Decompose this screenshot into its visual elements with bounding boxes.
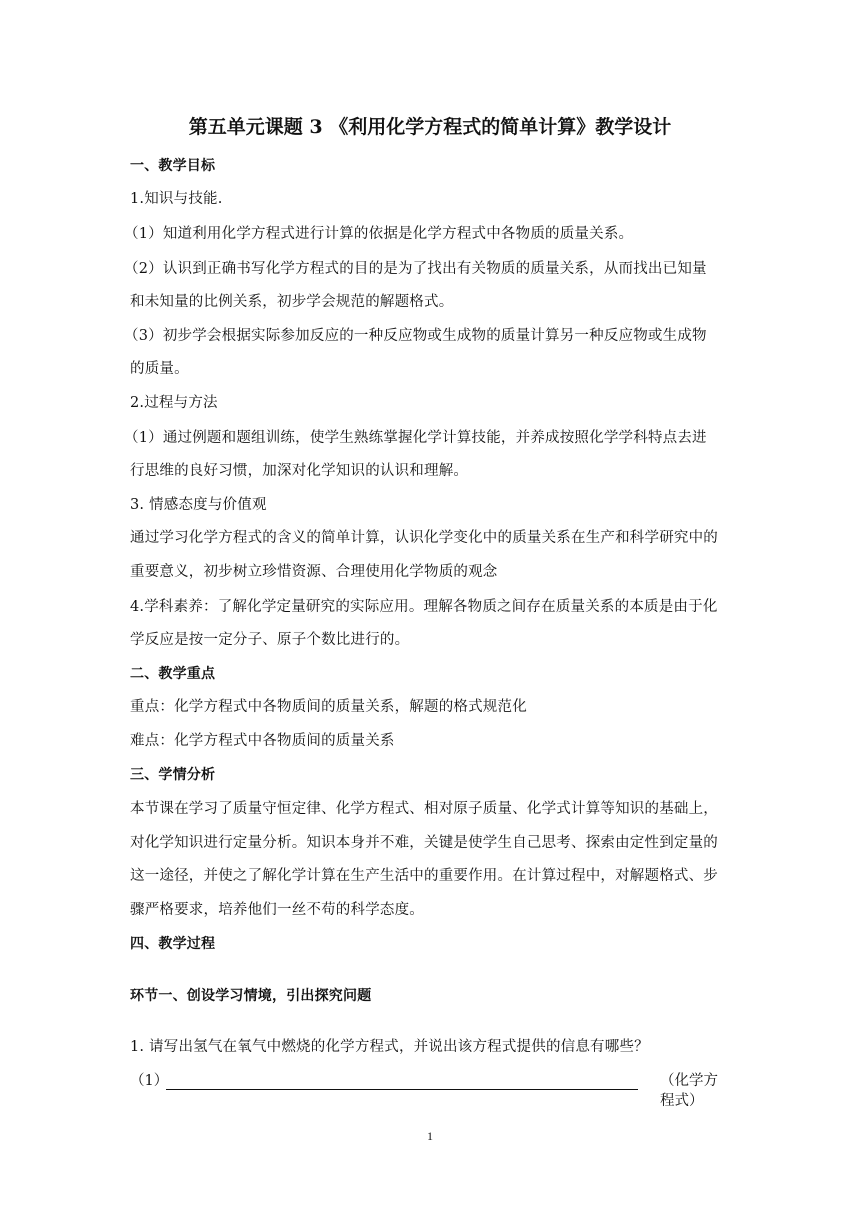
analysis-line-3: 这一途径，并使之了解化学计算在生产生活中的重要作用。在计算过程中，对解题格式、步 (130, 868, 718, 884)
emotion-line-1: 通过学习化学方程式的含义的简单计算，认识化学变化中的质量关系在生产和科学研究中的 (130, 530, 718, 546)
answer-blank-row (130, 1071, 732, 1109)
page-title: 第五单元课题 3 《利用化学方程式的简单计算》教学设计 (188, 116, 672, 138)
knowledge-item-3-line1: （3）初步学会根据实际参加反应的一种反应物或生成物的质量计算另一种反应物或生成物 (124, 328, 707, 344)
process-heading: 2.过程与方法 (130, 395, 218, 411)
process-item-1-line1: （1）通过例题和题组训练，使学生熟练掌握化学计算技能，并养成按照化学学科特点去进 (124, 430, 707, 446)
literacy-line-1: 4.学科素养：了解化学定量研究的实际应用。理解各物质之间存在质量关系的本质是由于化 (130, 599, 718, 615)
analysis-heading: 三、学情分析 (130, 767, 216, 783)
knowledge-item-2-line1: （2）认识到正确书写化学方程式的目的是为了找出有关物质的质量关系，从而找出已知量 (124, 261, 707, 277)
page-number: 1 (427, 1129, 433, 1143)
knowledge-item-3-line2: 的质量。 (130, 361, 189, 377)
question-1: 1. 请写出氢气在氧气中燃烧的化学方程式，并说出该方程式提供的信息有哪些？ (130, 1039, 649, 1055)
literacy-line-2: 学反应是按一定分子、原子个数比进行的。 (130, 632, 410, 648)
stage1-heading: 环节一、创设学习情境，引出探究问题 (130, 988, 372, 1004)
knowledge-item-1: （1）知道利用化学方程式进行计算的依据是化学方程式中各物质的质量关系。 (124, 226, 634, 242)
key-points-heading: 二、教学重点 (130, 666, 216, 682)
blank-prefix: （1） (130, 1073, 169, 1089)
analysis-line-1: 本节课在学习了质量守恒定律、化学方程式、相对原子质量、化学式计算等知识的基础上， (130, 801, 718, 817)
analysis-line-4: 骤严格要求，培养他们一丝不苟的科学态度。 (130, 902, 424, 918)
teaching-process-heading: 四、教学过程 (130, 936, 216, 952)
emotion-heading: 3. 情感态度与价值观 (130, 497, 267, 513)
objectives-heading: 一、教学目标 (130, 158, 216, 174)
knowledge-heading: 1.知识与技能. (130, 191, 223, 207)
knowledge-item-2-line2: 和未知量的比例关系，初步学会规范的解题格式。 (130, 294, 454, 310)
process-item-1-line2: 行思维的良好习惯，加深对化学知识的认识和理解。 (130, 463, 469, 479)
analysis-line-2: 对化学知识进行定量分析。知识本身并不难，关键是使学生自己思考、探索由定性到定量的 (130, 835, 718, 851)
blank-suffix: （化学方程式） (660, 1073, 718, 1109)
answer-blank-line (166, 1071, 638, 1090)
emotion-line-2: 重要意义，初步树立珍惜资源、合理使用化学物质的观念 (130, 564, 498, 580)
difficulty-point: 难点：化学方程式中各物质间的质量关系 (130, 733, 395, 749)
key-point: 重点：化学方程式中各物质间的质量关系，解题的格式规范化 (130, 699, 527, 715)
